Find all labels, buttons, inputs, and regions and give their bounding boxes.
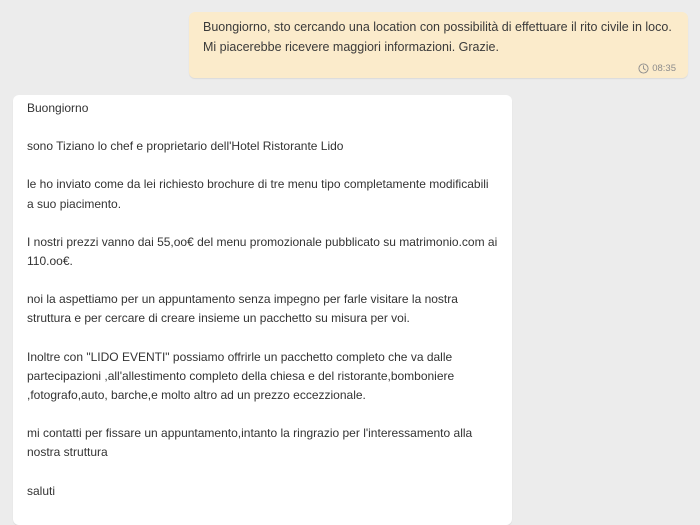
message-time: 08:35 xyxy=(652,63,676,74)
message-paragraph-intro: sono Tiziano lo chef e proprietario dell'Hotel Ristorante Lido xyxy=(27,139,344,154)
clock-icon xyxy=(638,63,649,74)
message-paragraph-prices: I nostri prezzi vanno dai 55,oo€ del menu promozionale pubblicato su matrimonio.com ai 110.oo€. xyxy=(27,234,498,269)
message-paragraph-brochure: le ho inviato come da lei richiesto brochure di tre menu tipo completamente modificabili a suo piacimento. xyxy=(27,177,489,211)
message-paragraph-closing: saluti xyxy=(27,483,56,498)
message-paragraph-appointment: noi la aspettiamo per un appuntamento senza impegno per farle visitare la nostra struttura e per cercare di creare insieme un pacchetto su misura per voi. xyxy=(27,292,458,326)
message-paragraph-contact: mi contatti per fissare un appuntamento,intanto la ringrazio per l'interessamento alla nostra struttura xyxy=(27,426,473,460)
message-paragraph-lido-eventi: Inoltre con "LIDO EVENTI" possiamo offrirle un pacchetto completo che va dalle partecipazioni ,all'allestimento completo della chiesa e del ristorante,bomboniere ,fotografo,auto, barche,e molto altro ad un prezzo eccezzionale. xyxy=(27,349,455,403)
outgoing-message-text: Buongiorno, sto cercando una location con possibilità di effettuare il rito civile in loco. Mi piacerebbe ricevere maggiori informazioni. Grazie. xyxy=(203,20,672,54)
message-paragraph-greeting: Buongiorno xyxy=(27,101,89,115)
outgoing-message-bubble xyxy=(189,12,688,78)
message-meta xyxy=(638,63,676,74)
incoming-message-bubble xyxy=(13,95,512,525)
